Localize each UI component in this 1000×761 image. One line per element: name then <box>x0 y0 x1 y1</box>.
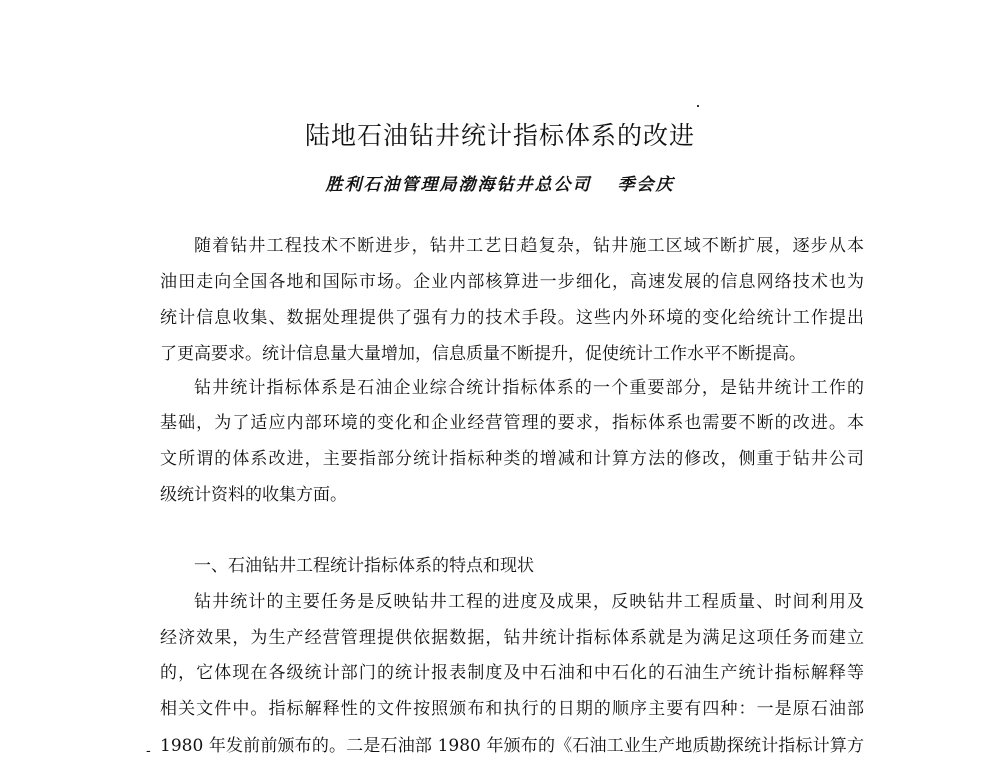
paragraph-3-line: 经济效果，为生产经营管理提供依据数据，钻井统计指标体系就是为满足这项任务而建立 <box>160 628 864 648</box>
paragraph-3-line: 1980 年发前前颁布的。二是石油部 1980 年颁布的《石油工业生产地质勘探统计指标计算方 <box>160 736 864 756</box>
paragraph-2-line: 钻井统计指标体系是石油企业综合统计指标体系的一个重要部分，是钻井统计工作的 <box>194 378 864 398</box>
paragraph-2-line: 基础，为了适应内部环境的变化和企业经营管理的要求，指标体系也需要不断的改进。本 <box>160 413 864 433</box>
paragraph-2-line: 文所谓的体系改进，主要指部分统计指标种类的增减和计算方法的修改，侧重于钻井公司 <box>160 449 864 469</box>
paragraph-2-line: 级统计资料的收集方面。 <box>160 485 347 505</box>
author-name: 季会庆 <box>617 175 675 195</box>
paragraph-3-line: 的，它体现在各级统计部门的统计报表制度及中石油和中石化的石油生产统计指标解释等 <box>160 663 864 683</box>
paragraph-1-line: 统计信息收集、数据处理提供了强有力的技术手段。这些内外环境的变化给统计工作提出 <box>160 308 864 328</box>
affiliation: 胜利石油管理局渤海钻井总公司 <box>325 175 592 195</box>
paper-title: 陆地石油钻井统计指标体系的改进 <box>304 121 695 150</box>
section-heading: 一、石油钻井工程统计指标体系的特点和现状 <box>194 556 534 576</box>
byline <box>0 170 1000 195</box>
paragraph-1-line: 油田走向全国各地和国际市场。企业内部核算进一步细化，高速发展的信息网络技术也为 <box>160 272 864 292</box>
speck-mark <box>697 105 699 107</box>
paragraph-3-line: 相关文件中。指标解释性的文件按照颁布和执行的日期的顺序主要有四种：一是原石油部 <box>160 699 864 719</box>
paragraph-1-line: 随着钻井工程技术不断进步，钻井工艺日趋复杂，钻井施工区域不断扩展，逐步从本 <box>194 236 864 256</box>
paragraph-1-line: 了更高要求。统计信息量大量增加，信息质量不断提升，促使统计工作水平不断提高。 <box>160 344 806 364</box>
paragraph-3-line: 钻井统计的主要任务是反映钻井工程的进度及成果，反映钻井工程质量、时间利用及 <box>194 592 864 612</box>
margin-mark: - <box>146 743 151 759</box>
